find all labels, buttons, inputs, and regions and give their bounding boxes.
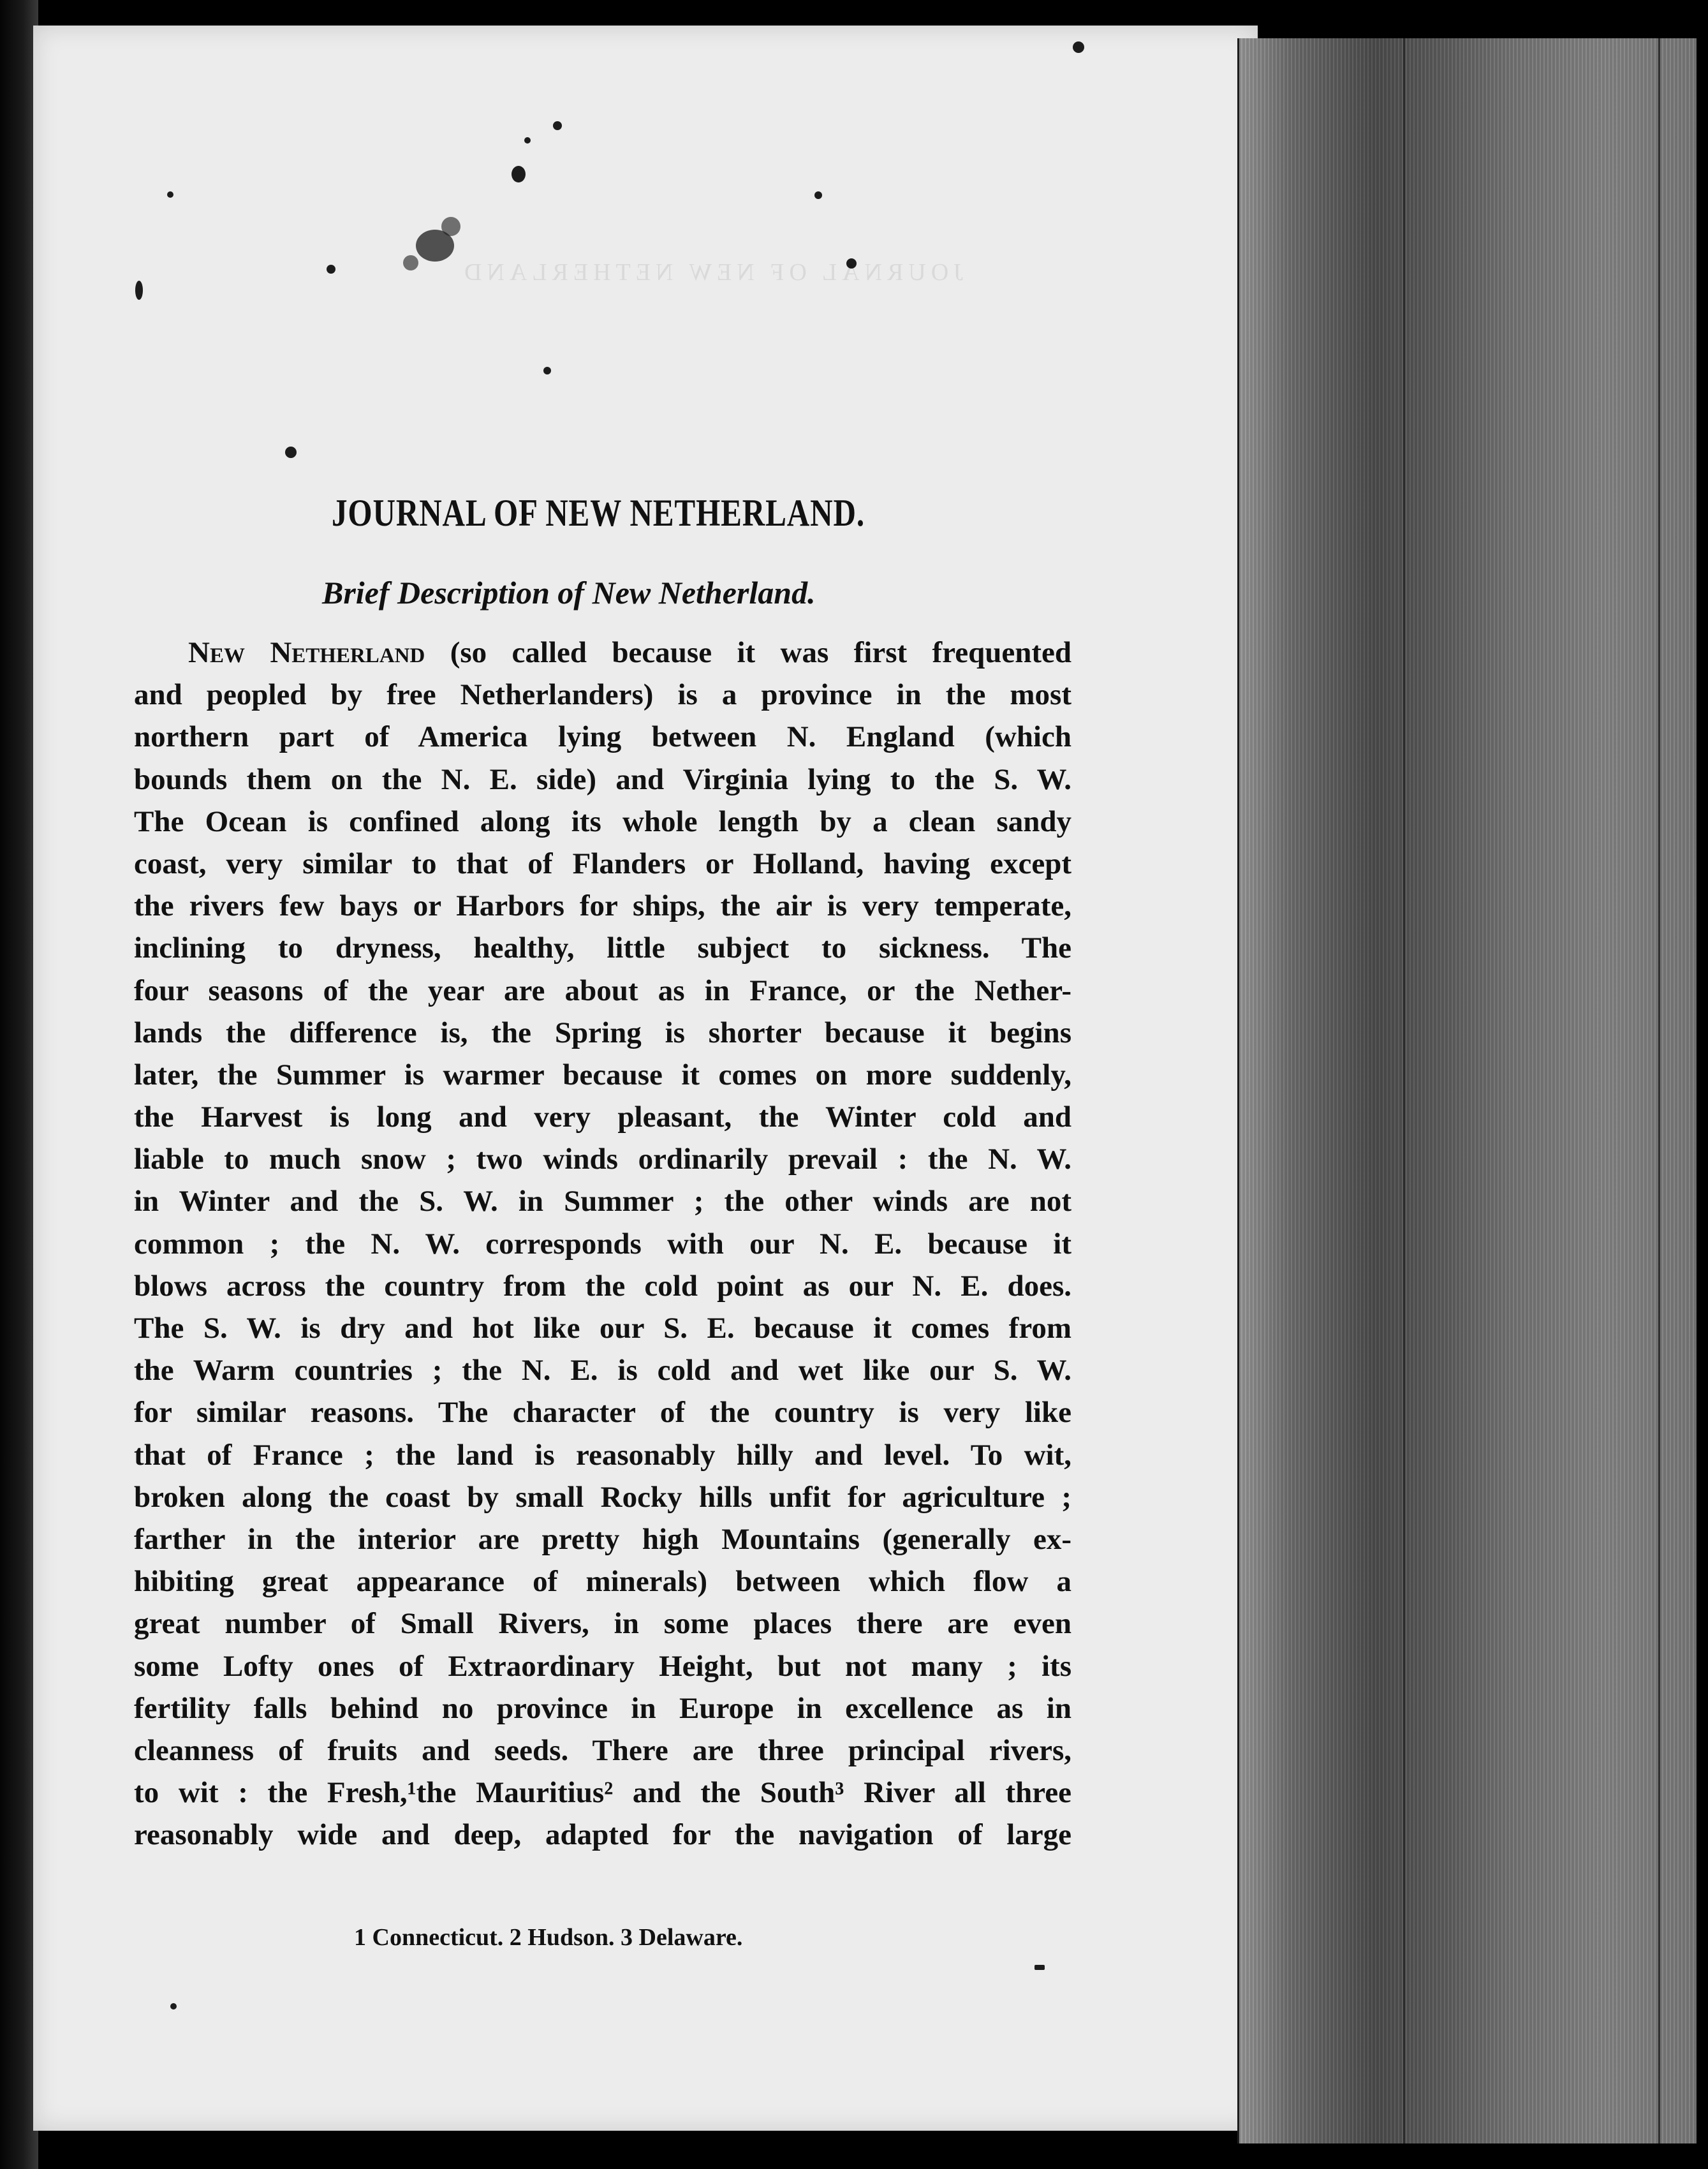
body-text (134, 632, 1071, 1856)
page-edge-line (1658, 38, 1660, 2143)
text-line: blows across the country from the cold point as our N. E. does. (134, 1269, 1071, 1303)
text-line: four seasons of the year are about as in France, or the Nether- (134, 973, 1071, 1007)
foxing-speck (285, 447, 297, 458)
page-block-edges (1237, 38, 1697, 2143)
foxing-speck (167, 191, 173, 198)
text-line: and peopled by free Netherlanders) is a province in the most (134, 678, 1071, 712)
foxing-speck (553, 121, 562, 130)
text-line: for similar reasons. The character of the country is very like (134, 1396, 1071, 1430)
footnotes: 1 Connecticut. 2 Hudson. 3 Delaware. (354, 1924, 743, 1951)
text-line: inclining to dryness, healthy, little subject to sickness. The (134, 931, 1071, 965)
foxing-speck (1073, 41, 1084, 53)
text-line: to wit : the Fresh,¹the Mauritius² and the South³ River all three (134, 1776, 1071, 1810)
section-subtitle: Brief Description of New Netherland. (322, 575, 816, 611)
page-title: JOURNAL OF NEW NETHERLAND. (332, 492, 865, 534)
text-line: liable to much snow ; two winds ordinarily prevail : the N. W. (134, 1143, 1071, 1176)
text-line: bounds them on the N. E. side) and Virginia lying to the S. W. (134, 762, 1071, 796)
text-line: lands the difference is, the Spring is shorter because it begins (134, 1016, 1071, 1049)
text-line: broken along the coast by small Rocky hills unfit for agriculture ; (134, 1480, 1071, 1514)
text-line: northern part of America lying between N. England (which (134, 720, 1071, 754)
foxing-speck (403, 255, 418, 270)
foxing-speck (543, 367, 551, 374)
foxing-speck (170, 2003, 177, 2010)
text-line: the Warm countries ; the N. E. is cold and wet like our S. W. (134, 1354, 1071, 1388)
text-line: later, the Summer is warmer because it comes on more suddenly, (134, 1058, 1071, 1092)
text-line: that of France ; the land is reasonably hilly and level. To wit, (134, 1438, 1071, 1472)
foxing-speck (814, 191, 822, 199)
foxing-speck (524, 137, 531, 144)
text-line: the rivers few bays or Harbors for ships, the air is very temperate, (134, 889, 1071, 923)
text-line: New Netherland (so called because it was first frequented (188, 636, 1071, 669)
text-line: in Winter and the S. W. in Summer ; the other winds are not (134, 1185, 1071, 1218)
page-edge-line (1403, 38, 1405, 2143)
text-line: farther in the interior are pretty high Mountains (generally ex- (134, 1522, 1071, 1556)
text-line: reasonably wide and deep, adapted for the navigation of large (134, 1818, 1071, 1852)
text-line: common ; the N. W. corresponds with our N. E. because it (134, 1227, 1071, 1261)
foxing-speck (327, 265, 335, 274)
text-line: cleanness of fruits and seeds. There are three principal rivers, (134, 1733, 1071, 1767)
foxing-speck (135, 281, 143, 300)
text-line: The S. W. is dry and hot like our S. E. because it comes from (134, 1312, 1071, 1345)
text-line: The Ocean is confined along its whole length by a clean sandy (134, 804, 1071, 838)
text-line: fertility falls behind no province in Europe in excellence as in (134, 1691, 1071, 1725)
bleed-through-header: JOURNAL OF NEW NETHERLAND (459, 259, 964, 286)
text-line: great number of Small Rivers, in some places there are even (134, 1607, 1071, 1641)
page-edge-line (1237, 38, 1239, 2143)
foxing-speck (441, 217, 460, 236)
text-line: some Lofty ones of Extraordinary Height, but not many ; its (134, 1649, 1071, 1683)
foxing-speck (1034, 1965, 1045, 1970)
lead-small-caps: New Netherland (188, 636, 425, 669)
text-line: the Harvest is long and very pleasant, the Winter cold and (134, 1100, 1071, 1134)
foxing-speck (512, 166, 526, 182)
text-line: coast, very similar to that of Flanders or Holland, having except (134, 847, 1071, 880)
left-binding-edge (0, 0, 38, 2169)
text-line: hibiting great appearance of minerals) between which flow a (134, 1565, 1071, 1599)
